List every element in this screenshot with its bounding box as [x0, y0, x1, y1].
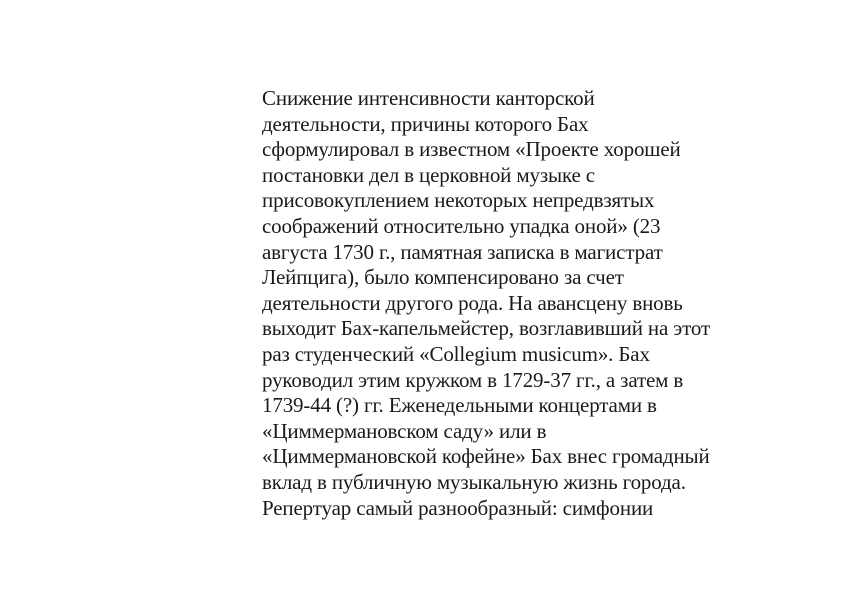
text-line: Лейпцига), было компенсировано за счет — [262, 265, 624, 290]
text-line: «Циммермановском саду» или в — [262, 418, 547, 443]
text-line: постановки дел в церковной музыке с — [262, 162, 595, 187]
body-paragraph — [262, 86, 762, 521]
text-line: выходит Бах-капельмейстер, возглавивший на этот — [262, 316, 711, 341]
text-line: деятельности, причины которого Бах — [262, 111, 589, 136]
text-line: сформулировал в известном «Проекте хорошей — [262, 137, 681, 162]
text-line: деятельности другого рода. На авансцену вновь — [262, 290, 683, 315]
text-line: вклад в публичную музыкальную жизнь города. — [262, 469, 686, 494]
text-line: раз студенческий «Collegium musicum». Бах — [262, 341, 650, 366]
text-line: «Циммермановской кофейне» Бах внес громадный — [262, 444, 710, 469]
text-line: Снижение интенсивности канторской — [262, 86, 595, 110]
text-line: руководил этим кружком в 1729-37 гг., а затем в — [262, 367, 684, 392]
text-line: 1739-44 (?) гг. Еженедельными концертами в — [262, 393, 657, 418]
text-line: августа 1730 г., памятная записка в магистрат — [262, 239, 663, 264]
text-line: Репертуар самый разнообразный: симфонии — [262, 495, 654, 520]
text-line: присовокуплением некоторых непредвзятых — [262, 188, 655, 213]
text-line: соображений относительно упадка оной» (23 — [262, 213, 661, 238]
